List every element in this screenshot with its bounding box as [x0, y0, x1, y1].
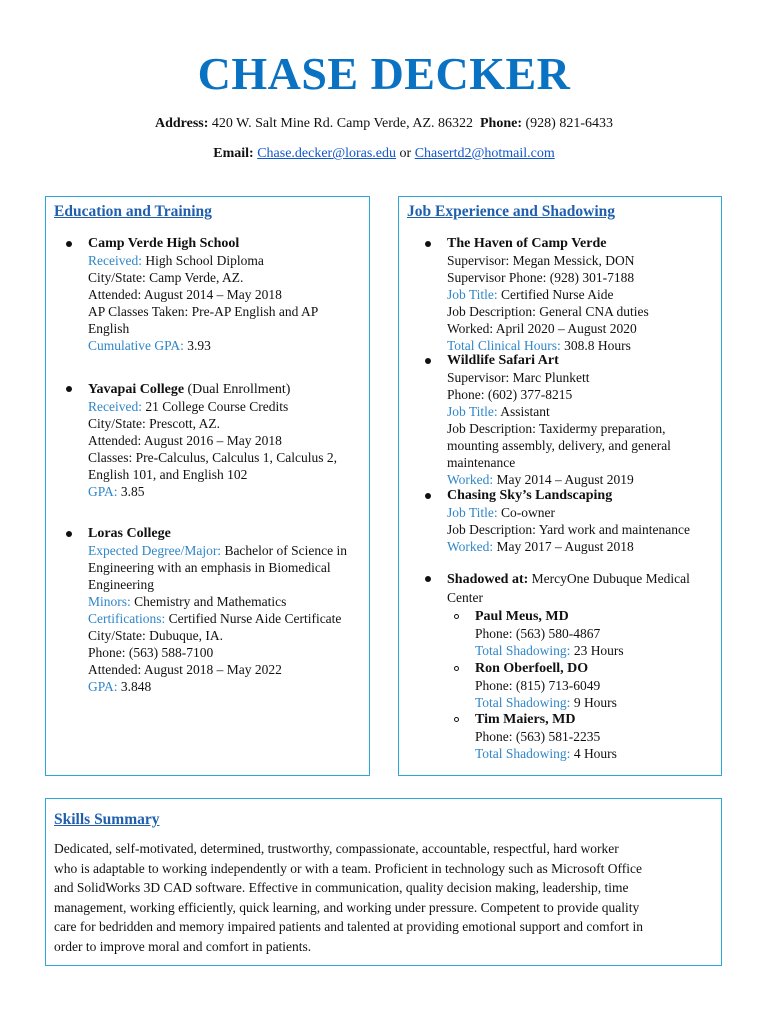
bullet-icon	[425, 241, 431, 247]
address-label: Address:	[155, 116, 209, 131]
bullet-icon	[66, 531, 72, 537]
email-link-secondary[interactable]: Chasertd2@hotmail.com	[414, 146, 555, 161]
entry-value: May 2017 – August 2018	[496, 539, 634, 554]
entry-line: Attended: August 2014 – May 2018	[88, 287, 282, 302]
shadow-label: Shadowed at:	[447, 572, 529, 587]
job-entry-shadowing	[447, 570, 719, 607]
entry-label: Cumulative GPA:	[88, 338, 184, 353]
entry-title: Yavapai College	[88, 382, 185, 397]
email-line	[0, 145, 768, 163]
entry-value: 21 College Course Credits	[145, 399, 289, 414]
entry-title: Loras College	[88, 526, 171, 541]
email-separator: or	[399, 146, 412, 161]
entry-line: Phone: (563) 588-7100	[88, 645, 214, 660]
entry-line: Job Description: Taxidermy preparation,	[447, 421, 666, 436]
bullet-icon	[66, 386, 72, 392]
entry-label: Total Shadowing:	[475, 746, 571, 761]
entry-label: Job Title:	[447, 404, 498, 419]
skills-line: order to improve moral and comfort in patients.	[54, 938, 312, 954]
bullet-icon	[66, 241, 72, 247]
address-line	[0, 115, 768, 133]
entry-title: Wildlife Safari Art	[447, 353, 559, 368]
entry-label: Total Clinical Hours:	[447, 338, 561, 353]
entry-label: Certifications:	[88, 611, 166, 626]
doctor-name: Paul Meus, MD	[475, 609, 569, 624]
address-value: 420 W. Salt Mine Rd. Camp Verde, AZ. 86322	[211, 116, 473, 131]
entry-value: 4 Hours	[573, 746, 617, 761]
job-entry-haven	[447, 235, 719, 354]
entry-value: High School Diploma	[145, 253, 264, 268]
entry-value: Certified Nurse Aide	[501, 287, 614, 302]
entry-label: GPA:	[88, 679, 118, 694]
entry-label: Minors:	[88, 594, 131, 609]
entry-line: English 101, and English 102	[88, 467, 248, 482]
entry-label: GPA:	[88, 484, 118, 499]
entry-line: City/State: Camp Verde, AZ.	[88, 270, 244, 285]
entry-value: 3.848	[120, 679, 152, 694]
entry-label: Worked:	[447, 539, 494, 554]
entry-label: Job Title:	[447, 287, 498, 302]
skills-title: Skills Summary	[54, 811, 160, 828]
job-entry-wildlife	[447, 352, 719, 488]
entry-value: Certified Nurse Aide Certificate	[168, 611, 342, 626]
entry-title-suffix: (Dual Enrollment)	[187, 382, 291, 397]
entry-line: maintenance	[447, 455, 516, 470]
entry-title: The Haven of Camp Verde	[447, 236, 607, 251]
entry-line: AP Classes Taken: Pre-AP English and AP	[88, 304, 319, 319]
entry-label: Received:	[88, 399, 142, 414]
bullet-icon	[425, 358, 431, 364]
entry-value: 308.8 Hours	[564, 338, 631, 353]
entry-line: mounting assembly, delivery, and general	[447, 438, 671, 453]
doctor-name: Ron Oberfoell, DO	[475, 661, 589, 676]
shadow-place-line2: Center	[447, 590, 483, 605]
entry-line: Worked: April 2020 – August 2020	[447, 321, 637, 336]
entry-value: Bachelor of Science in	[224, 543, 348, 558]
entry-value: 3.85	[120, 484, 145, 499]
skills-line: Dedicated, self-motivated, determined, trustworthy, compassionate, accountable, respectful, hard worker	[54, 841, 619, 856]
education-title: Education and Training	[54, 203, 212, 220]
education-entry-camp-verde	[88, 235, 363, 354]
entry-line: Phone: (602) 377-8215	[447, 387, 573, 402]
skills-line: and SolidWorks 3D CAD software. Effective in communication, quality decision making, leadership, time	[54, 880, 629, 895]
entry-value: Assistant	[500, 404, 550, 419]
entry-value: Chemistry and Mathematics	[134, 594, 287, 609]
circle-bullet-icon	[454, 717, 459, 722]
entry-line: Engineering with an emphasis in Biomedical	[88, 560, 331, 575]
skills-line: who is adaptable to working independently or with a team. Proficient in technology such as Microsoft Office	[54, 860, 642, 876]
shadow-doctor-maiers	[475, 711, 719, 762]
entry-line: City/State: Dubuque, IA.	[88, 628, 223, 643]
shadow-place: MercyOne Dubuque Medical	[531, 571, 690, 586]
entry-line: English	[88, 321, 130, 336]
skills-paragraph	[54, 839, 716, 956]
entry-line: Attended: August 2016 – May 2018	[88, 433, 282, 448]
circle-bullet-icon	[454, 614, 459, 619]
bullet-icon	[425, 493, 431, 499]
entry-label: Worked:	[447, 472, 494, 487]
doctor-phone: Phone: (563) 581-2235	[475, 729, 601, 744]
skills-section	[45, 798, 722, 966]
circle-bullet-icon	[454, 666, 459, 671]
entry-label: Job Title:	[447, 505, 498, 520]
entry-label: Total Shadowing:	[475, 695, 571, 710]
doctor-phone: Phone: (563) 580-4867	[475, 626, 601, 641]
education-section	[45, 196, 370, 776]
job-experience-title: Job Experience and Shadowing	[407, 203, 616, 220]
doctor-phone: Phone: (815) 713-6049	[475, 678, 601, 693]
shadow-doctor-oberfoell	[475, 660, 719, 711]
entry-line: Supervisor: Megan Messick, DON	[447, 253, 635, 268]
job-experience-section	[398, 196, 722, 776]
doctor-name: Tim Maiers, MD	[475, 712, 576, 727]
resume-name: CHASE DECKER	[197, 48, 571, 99]
job-entry-chasing-sky	[447, 487, 719, 555]
entry-value: 23 Hours	[573, 643, 624, 658]
entry-value: Co-owner	[501, 505, 556, 520]
phone-value: (928) 821-6433	[525, 116, 613, 131]
entry-value: May 2014 – August 2019	[496, 472, 634, 487]
shadow-doctor-meus	[475, 608, 719, 659]
entry-value: 9 Hours	[573, 695, 617, 710]
skills-line: care for bedridden and memory impaired patients and talented at providing emotional support and comfort in	[54, 919, 643, 934]
entry-line: Job Description: General CNA duties	[447, 304, 649, 319]
entry-title: Chasing Sky’s Landscaping	[447, 488, 613, 503]
entry-label: Total Shadowing:	[475, 643, 571, 658]
entry-label: Received:	[88, 253, 142, 268]
entry-line: Supervisor: Marc Plunkett	[447, 370, 590, 385]
entry-label: Expected Degree/Major:	[88, 543, 222, 558]
entry-line: City/State: Prescott, AZ.	[88, 416, 220, 431]
entry-line: Classes: Pre-Calculus, Calculus 1, Calculus 2,	[88, 450, 337, 465]
email-label: Email:	[213, 146, 254, 161]
email-link-primary[interactable]: Chase.decker@loras.edu	[257, 146, 397, 161]
education-entry-yavapai	[88, 380, 363, 500]
entry-line: Attended: August 2018 – May 2022	[88, 662, 282, 677]
entry-line: Engineering	[88, 577, 154, 592]
phone-label: Phone:	[480, 116, 522, 131]
education-entry-loras	[88, 525, 363, 695]
entry-line: Supervisor Phone: (928) 301-7188	[447, 270, 635, 285]
entry-value: 3.93	[187, 338, 211, 353]
skills-line: management, working efficiently, quick learning, and working under pressure. Competent to provide quality	[54, 899, 640, 915]
entry-title: Camp Verde High School	[88, 236, 240, 251]
bullet-icon	[425, 576, 431, 582]
entry-line: Job Description: Yard work and maintenance	[447, 522, 690, 537]
